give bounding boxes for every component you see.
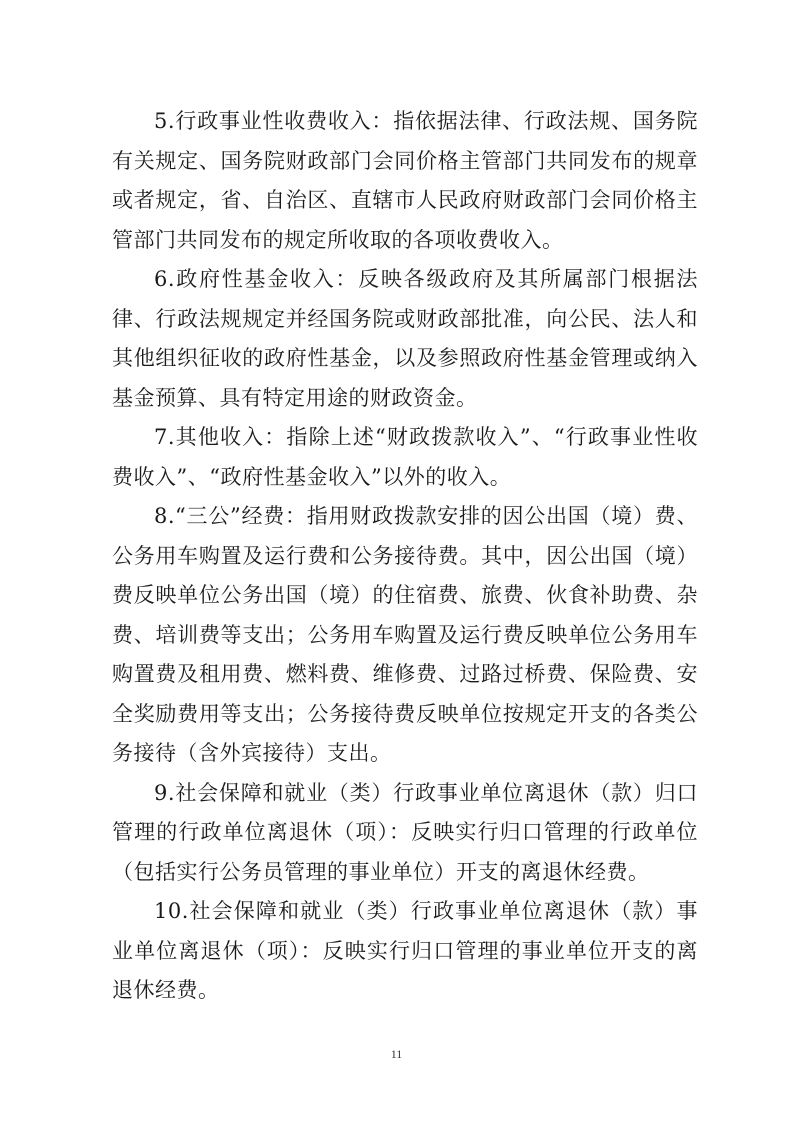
document-page [112,102,698,1011]
paragraph-7-other-income: 7.其他收入：指除上述“财政拨款收入”、“行政事业性收费收入”、“政府性基金收入”以外的收入。 [112,425,698,489]
page-number: 11 [390,1047,403,1061]
paragraph-8-three-public-expenses: 8.“三公”经费：指用财政拨款安排的因公出国（境）费、公务用车购置及运行费和公务接待费。其中，因公出国（境）费反映单位公务出国（境）的住宿费、旅费、伙食补助费、杂费、培训费等支出；公务用车购置及运行费反映单位公务用车购置费及租用费、燃料费、维修费、过路过桥费、保险费、安全奖励费用等支出；公务接待费反映单位按规定开支的各类公务接待（含外宾接待）支出。 [112,504,698,765]
paragraph-9-administrative-unit-retirement: 9.社会保障和就业（类）行政事业单位离退休（款）归口管理的行政单位离退休（项）：反映实行归口管理的行政单位（包括实行公务员管理的事业单位）开支的离退休经费。 [112,780,698,884]
paragraph-6-government-fund-income: 6.政府性基金收入：反映各级政府及其所属部门根据法律、行政法规规定并经国务院或财政部批准，向公民、法人和其他组织征收的政府性基金，以及参照政府性基金管理或纳入基金预算、具有特定用途的财政资金。 [112,267,698,410]
paragraph-10-institution-unit-retirement: 10.社会保障和就业（类）行政事业单位离退休（款）事业单位离退休（项）：反映实行归口管理的事业单位开支的离退休经费。 [112,899,698,1002]
paragraph-5-administrative-fee-income: 5.行政事业性收费收入：指依据法律、行政法规、国务院有关规定、国务院财政部门会同价格主管部门共同发布的规章或者规定，省、自治区、直辖市人民政府财政部门会同价格主管部门共同发布的规定所收取的各项收费收入。 [112,109,698,252]
